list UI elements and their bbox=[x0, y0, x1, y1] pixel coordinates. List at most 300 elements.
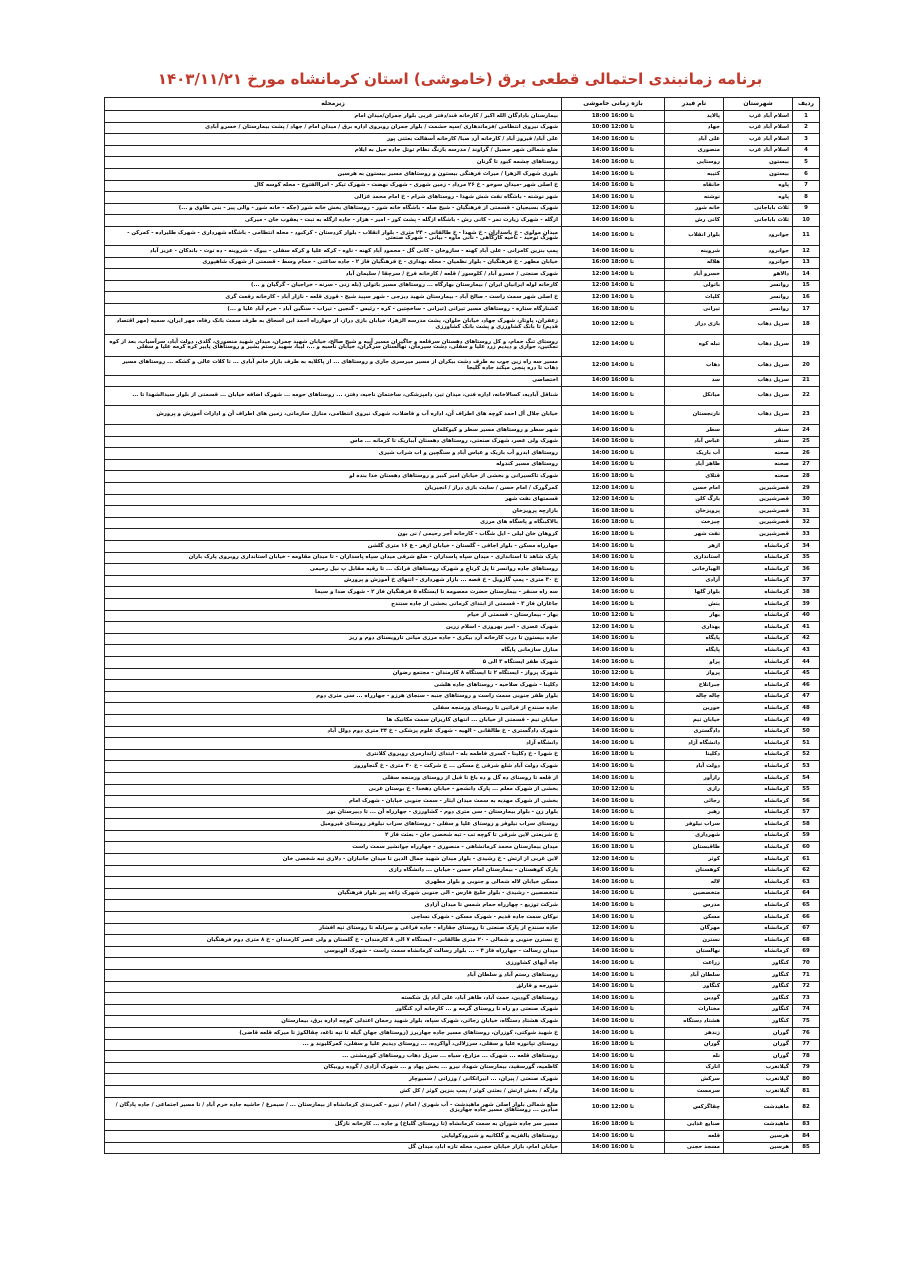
cell-area: بیمارستان بادادگان الله اکبر / کارخانه قند/دفتر غربی بلوار جمران/میدان امام bbox=[105, 111, 562, 123]
table-row bbox=[105, 483, 820, 495]
cell-radif: 26 bbox=[793, 448, 820, 460]
cell-radif: 79 bbox=[793, 1062, 820, 1074]
cell-feeder: منصوری bbox=[665, 145, 724, 157]
table-row bbox=[105, 749, 820, 761]
cell-feeder: نفت شهر bbox=[665, 529, 724, 541]
cell-radif: 5 bbox=[793, 157, 820, 169]
cell-shahrestan: جوانرود bbox=[724, 226, 793, 245]
cell-radif: 47 bbox=[793, 691, 820, 703]
cell-shahrestan: کرمانشاه bbox=[724, 645, 793, 657]
cell-area: خ شریعتی لاین شرقی تا کوچه تب - تبه شخصی خان - بعثت فاز ۲ bbox=[105, 830, 562, 842]
cell-radif: 68 bbox=[793, 935, 820, 947]
table-row bbox=[105, 761, 820, 773]
cell-shahrestan: کرمانشاه bbox=[724, 946, 793, 958]
cell-area: کاظمیه، گورسفید، بیمارستان شهدا، نیرو ... بخش پهاد و ... شهرک آزادی / گوده روبیکان bbox=[105, 1062, 562, 1074]
cell-area: خ اصلی شهر سمت راست - صالح آباد - بیمارستان شهید دیزجی - شهر سپید شیخ - قوری قلعه - نازار آباد - کارخانه رفعت گری bbox=[105, 292, 562, 304]
cell-radif: 61 bbox=[793, 854, 820, 866]
table-row bbox=[105, 599, 820, 611]
cell-feeder: الهیارخانی bbox=[665, 564, 724, 576]
cell-time: 12:00 تا 14:00 bbox=[562, 269, 665, 281]
table-row bbox=[105, 334, 820, 356]
table-row bbox=[105, 807, 820, 819]
cell-shahrestan: کنگاور bbox=[724, 1016, 793, 1028]
table-row bbox=[105, 610, 820, 622]
cell-radif: 41 bbox=[793, 622, 820, 634]
cell-feeder: بارگ کلن bbox=[665, 494, 724, 506]
table-row bbox=[105, 471, 820, 483]
cell-shahrestan: کرمانشاه bbox=[724, 935, 793, 947]
table-row bbox=[105, 168, 820, 180]
cell-feeder: دانشگاه آزاد bbox=[665, 738, 724, 750]
table-row bbox=[105, 981, 820, 993]
cell-area: روستای تنگ حمام، و کل روستاهای دهستان سرقلعه و جاگیران مسیر آبیه و شیخ صالح، خیابان شهید چمران، میدان شهید منصوری، گلدی، دولت آباد، سرآسیاب، بعد از کوه نمکتین، حواری و دیدیم زرد علیا و سفلی، دشت سیرمان، نهالستان سرگران، خیابان ناسبه و ...، لیبا، سهید رستم بشیر و روستاهای پاییر کره کرمه علیا و سفلی bbox=[105, 334, 562, 356]
table-row bbox=[105, 315, 820, 334]
cell-radif: 65 bbox=[793, 900, 820, 912]
table-row bbox=[105, 269, 820, 281]
cell-area: خ نسترن جنوبی و شمالی - ۲۰ متری طالقانی - ایستگاه ۷ الی ۸ کارمندان - خ گلستان و ولی عصر کارمندان - خ ۸ متری دوم فرهنگیان bbox=[105, 935, 562, 947]
table-row bbox=[105, 157, 820, 169]
cell-feeder: طاهر آباد bbox=[665, 459, 724, 471]
table-row bbox=[105, 923, 820, 935]
cell-feeder: لاله bbox=[665, 877, 724, 889]
cell-time: 14:00 تا 16:00 bbox=[562, 819, 665, 831]
cell-area: روستای تپانوره علیا و سفلی، سرزلالی، آواکرده، ... روستای دیدیم علیا و سفلی، کمرکلیوند و ... bbox=[105, 1039, 562, 1051]
cell-shahrestan: کرمانشاه bbox=[724, 761, 793, 773]
cell-shahrestan: کرمانشاه bbox=[724, 912, 793, 924]
cell-time: 14:00 تا 16:00 bbox=[562, 726, 665, 738]
cell-feeder: قتلای bbox=[665, 471, 724, 483]
header-time: بازه زمانی خاموشی bbox=[562, 98, 665, 111]
cell-shahrestan: کرمانشاه bbox=[724, 888, 793, 900]
table-row bbox=[105, 877, 820, 889]
table-row bbox=[105, 134, 820, 146]
cell-feeder: سلطان آباد bbox=[665, 970, 724, 982]
cell-time: 12:00 تا 14:00 bbox=[562, 203, 665, 215]
cell-feeder: خیابان تیم bbox=[665, 714, 724, 726]
cell-time: 16:00 تا 18:00 bbox=[562, 749, 665, 761]
cell-shahrestan: کنگاور bbox=[724, 1004, 793, 1016]
table-row bbox=[105, 506, 820, 518]
table-row bbox=[105, 245, 820, 257]
cell-area: روستاهای گودین، حمت آباد، طاهر آباد، علی آباد پل شکسته bbox=[105, 993, 562, 1005]
cell-radif: 18 bbox=[793, 315, 820, 334]
cell-feeder: مختارات bbox=[665, 1004, 724, 1016]
cell-shahrestan: کرمانشاه bbox=[724, 564, 793, 576]
cell-area: دانشگاه آزاد bbox=[105, 738, 562, 750]
cell-shahrestan: سنقر bbox=[724, 425, 793, 437]
cell-radif: 74 bbox=[793, 1004, 820, 1016]
cell-shahrestan: اسلام آباد غرب bbox=[724, 134, 793, 146]
table-row bbox=[105, 726, 820, 738]
cell-radif: 48 bbox=[793, 703, 820, 715]
cell-shahrestan: قصرشیرین bbox=[724, 494, 793, 506]
cell-time: 14:00 تا 16:00 bbox=[562, 888, 665, 900]
cell-area: شهرک هشتاد دستگاه، خیابان رجائی، شهرک سپاه، بلوار شهید رحمان اعتدلی کوچه اداره برق، بیمارستان bbox=[105, 1016, 562, 1028]
cell-area: شهر سطر و روستاهای مسیر سطر و کیوکلمان bbox=[105, 425, 562, 437]
table-row bbox=[105, 1119, 820, 1131]
cell-feeder: پرواز bbox=[665, 668, 724, 680]
table-row bbox=[105, 425, 820, 437]
cell-feeder: امام حسن bbox=[665, 483, 724, 495]
cell-area: روستاهای یالفزیه و گلکانیه و شیرودکولیایی bbox=[105, 1131, 562, 1143]
table-row bbox=[105, 784, 820, 796]
table-row bbox=[105, 645, 820, 657]
cell-radif: 31 bbox=[793, 506, 820, 518]
cell-area: بالاکبنگاه و پاسگاه های مرزی bbox=[105, 517, 562, 529]
cell-feeder: سطر bbox=[665, 425, 724, 437]
cell-time: 14:00 تا 16:00 bbox=[562, 157, 665, 169]
cell-feeder: پرویزخان bbox=[665, 506, 724, 518]
cell-feeder: خسرو آباد bbox=[665, 269, 724, 281]
cell-feeder: پایگاه bbox=[665, 633, 724, 645]
cell-time: 14:00 تا 16:00 bbox=[562, 981, 665, 993]
cell-area: بلوار ظفر جنوبی سمت راست و روستاهای جنبه - سنجای هرزو - جهارراه ... سی متری دوم bbox=[105, 691, 562, 703]
cell-feeder: بهداری bbox=[665, 622, 724, 634]
cell-area: مسیر سه راه زین جوب به طرف دشت بیکران از مسیر میرسری جاری و روستاهای ... از پاکلایه به طرف بازار خانم آبادی ... تا کلات عالی و کشکه ... روستاهای مسیر ذهاب تا دره پنجی میکند جاده گلیجا bbox=[105, 356, 562, 375]
cell-time: 10:00 تا 12:00 bbox=[562, 1097, 665, 1119]
cell-area: دکلینا - شهرک صلاحیه - روستاهای جاده هلشی bbox=[105, 680, 562, 692]
cell-area: وارگه / بخش ارتش / بعثتی کوثر / پمپ بنزین کوثر / کل کش bbox=[105, 1085, 562, 1097]
cell-area: ازگله - شهرک زیارت نمر - کانی رش - باشگاه ازگله - پشت کور - امیر - هزار - جاده ازگله به تبت - یعقوب خان - میرکی bbox=[105, 215, 562, 227]
cell-feeder: ذهاب bbox=[665, 356, 724, 375]
cell-area: بخشی از شهرک معلم ... پارک دانشجو - خیابان دهخدا - خ بوستان غربی bbox=[105, 784, 562, 796]
table-row bbox=[105, 459, 820, 471]
table-row bbox=[105, 552, 820, 564]
cell-radif: 12 bbox=[793, 245, 820, 257]
cell-feeder: طاقبستان bbox=[665, 842, 724, 854]
cell-feeder: بلوار گلها bbox=[665, 587, 724, 599]
table-row bbox=[105, 387, 820, 406]
cell-time: 12:00 تا 14:00 bbox=[562, 923, 665, 935]
cell-feeder: کلیات bbox=[665, 292, 724, 304]
cell-feeder: کتیبه bbox=[665, 168, 724, 180]
cell-feeder: شهرداری bbox=[665, 830, 724, 842]
cell-shahrestan: پاوه bbox=[724, 192, 793, 204]
cell-area: شهرک دادگستری - خ طالقانی - الهیه - شهرک علوم پزشکی - خ ۲۴ متری دوم دولل آباد bbox=[105, 726, 562, 738]
cell-area: خ شهید شوکتی، کوزران، روستاهای مسیر جاده جهاربرز (روستاهای جهان گیله تا تپه تاغه، چقالکوژ تا میرکه قلعه قاضی) bbox=[105, 1027, 562, 1039]
cell-feeder: دادگستری bbox=[665, 726, 724, 738]
cell-feeder: پالاید bbox=[665, 111, 724, 123]
table-row bbox=[105, 448, 820, 460]
cell-shahrestan: هرسین bbox=[724, 1142, 793, 1154]
cell-time: 16:00 تا 18:00 bbox=[562, 703, 665, 715]
cell-radif: 62 bbox=[793, 865, 820, 877]
cell-time: 16:00 تا 18:00 bbox=[562, 517, 665, 529]
cell-radif: 45 bbox=[793, 668, 820, 680]
cell-radif: 8 bbox=[793, 192, 820, 204]
cell-time: 14:00 تا 16:00 bbox=[562, 134, 665, 146]
cell-area: شهرک صنعتی دو راه تا روستای گرمه و ... کارخانه آرد کنگاور bbox=[105, 1004, 562, 1016]
cell-time: 14:00 تا 16:00 bbox=[562, 541, 665, 553]
table-row bbox=[105, 714, 820, 726]
cell-area: شهرک صنعتی / پیران، ... ابیرانکانی / وززانی / سمیوچار bbox=[105, 1074, 562, 1086]
cell-time: 14:00 تا 16:00 bbox=[562, 807, 665, 819]
cell-shahrestan: گیلانغرب bbox=[724, 1062, 793, 1074]
cell-time: 14:00 تا 16:00 bbox=[562, 406, 665, 425]
cell-feeder: نهالستان bbox=[665, 946, 724, 958]
cell-area: شهرک نیروی انتظامی /فرماندهاری /سپه حشمت / بلوار جمران روبروی اداره برق / میدان امام / جهاد / پشت بیمارستان / خسرو آبادی bbox=[105, 122, 562, 134]
cell-radif: 19 bbox=[793, 334, 820, 356]
cell-time: 14:00 تا 16:00 bbox=[562, 1062, 665, 1074]
cell-area: شهرک ظفر ایستگاه ۳ الی ۵ bbox=[105, 656, 562, 668]
cell-radif: 46 bbox=[793, 680, 820, 692]
cell-feeder: زندهر bbox=[665, 1027, 724, 1039]
cell-time: 14:00 تا 16:00 bbox=[562, 772, 665, 784]
cell-radif: 80 bbox=[793, 1074, 820, 1086]
cell-time: 10:00 تا 12:00 bbox=[562, 784, 665, 796]
cell-radif: 7 bbox=[793, 180, 820, 192]
cell-shahrestan: کرمانشاه bbox=[724, 772, 793, 784]
cell-feeder: آب باریک bbox=[665, 448, 724, 460]
cell-time: 12:00 تا 14:00 bbox=[562, 494, 665, 506]
cell-time: 10:00 تا 12:00 bbox=[562, 122, 665, 134]
cell-area: نوکان سمت جاده قدیم - شهرک مسکن - شهرک نساجی bbox=[105, 912, 562, 924]
cell-shahrestan: بیستون bbox=[724, 168, 793, 180]
cell-time: 10:00 تا 12:00 bbox=[562, 610, 665, 622]
cell-radif: 14 bbox=[793, 269, 820, 281]
cell-area: خیابان امام، بازار خیابان حجنی، محله تازه اباد، میدان گل bbox=[105, 1142, 562, 1154]
cell-feeder: متخصصین bbox=[665, 888, 724, 900]
cell-radif: 25 bbox=[793, 436, 820, 448]
cell-time: 12:00 تا 14:00 bbox=[562, 292, 665, 304]
cell-shahrestan: کرمانشاه bbox=[724, 680, 793, 692]
cell-shahrestan: کرمانشاه bbox=[724, 819, 793, 831]
cell-radif: 29 bbox=[793, 483, 820, 495]
cell-shahrestan: بیستون bbox=[724, 157, 793, 169]
cell-time: 14:00 تا 16:00 bbox=[562, 633, 665, 645]
cell-time: 14:00 تا 16:00 bbox=[562, 226, 665, 245]
table-row bbox=[105, 819, 820, 831]
cell-radif: 66 bbox=[793, 912, 820, 924]
cell-feeder: رازی bbox=[665, 784, 724, 796]
cell-time: 14:00 تا 16:00 bbox=[562, 946, 665, 958]
cell-radif: 56 bbox=[793, 796, 820, 808]
cell-time: 16:00 تا 18:00 bbox=[562, 1119, 665, 1131]
cell-radif: 64 bbox=[793, 888, 820, 900]
cell-shahrestan: کرمانشاه bbox=[724, 575, 793, 587]
cell-shahrestan: کنگاور bbox=[724, 958, 793, 970]
table-header-row bbox=[105, 98, 820, 111]
cell-radif: 59 bbox=[793, 830, 820, 842]
cell-shahrestan: قصرشیرین bbox=[724, 506, 793, 518]
cell-feeder: چقاگرکس bbox=[665, 1097, 724, 1119]
cell-shahrestan: کرمانشاه bbox=[724, 830, 793, 842]
cell-shahrestan: گوران bbox=[724, 1051, 793, 1063]
table-row bbox=[105, 406, 820, 425]
cell-feeder: تیرانی bbox=[665, 303, 724, 315]
header-radif: ردیف bbox=[793, 98, 820, 111]
cell-area: پمپ بنزین کامرانی - علی آباد کهنه - سازوخان - کانی گل - محمود آباد کهنه - ناوه - کرکه علیا و کرکه سفلی - بیوک - شروینه - ده توت - باندکان - عزیز آباد bbox=[105, 245, 562, 257]
cell-radif: 10 bbox=[793, 215, 820, 227]
cell-radif: 70 bbox=[793, 958, 820, 970]
cell-shahrestan: هرسین bbox=[724, 1131, 793, 1143]
cell-shahrestan: دالاهو bbox=[724, 269, 793, 281]
table-row bbox=[105, 257, 820, 269]
cell-radif: 49 bbox=[793, 714, 820, 726]
table-row bbox=[105, 622, 820, 634]
cell-time: 14:00 تا 16:00 bbox=[562, 877, 665, 889]
cell-feeder: چاله چاله bbox=[665, 691, 724, 703]
cell-shahrestan: قصرشیرین bbox=[724, 529, 793, 541]
cell-feeder: هلاله bbox=[665, 257, 724, 269]
cell-shahrestan: کرمانشاه bbox=[724, 807, 793, 819]
cell-area: روستاهای جاده روانسر تا پل کرناچ و شهرک روستاهای فرانک ... تا رقیه مقابل پ نیل رحیمی bbox=[105, 564, 562, 576]
cell-radif: 69 bbox=[793, 946, 820, 958]
cell-radif: 71 bbox=[793, 970, 820, 982]
cell-time: 14:00 تا 16:00 bbox=[562, 1085, 665, 1097]
cell-area: جاده سنندج از فراتین تا روستای ورمنجه سفلی bbox=[105, 703, 562, 715]
cell-radif: 21 bbox=[793, 375, 820, 387]
cell-time: 14:00 تا 16:00 bbox=[562, 436, 665, 448]
table-row bbox=[105, 1085, 820, 1097]
cell-shahrestan: گوران bbox=[724, 1027, 793, 1039]
cell-radif: 75 bbox=[793, 1016, 820, 1028]
cell-shahrestan: اسلام آباد غرب bbox=[724, 145, 793, 157]
table-row bbox=[105, 958, 820, 970]
cell-area: جاغاران فاز ۳ - قسمتی از ابتدای کرمانی بخشی از جاده سنندج bbox=[105, 599, 562, 611]
table-row bbox=[105, 587, 820, 599]
table-row bbox=[105, 1062, 820, 1074]
cell-feeder: جبرانلاح bbox=[665, 680, 724, 692]
cell-area: روستاهای چشمه کبود تا گرنان bbox=[105, 157, 562, 169]
cell-area: بازارچه پرویزخان bbox=[105, 506, 562, 518]
cell-radif: 27 bbox=[793, 459, 820, 471]
cell-feeder: سرمست bbox=[665, 1085, 724, 1097]
cell-area: روستاهای رستم آباد و سلطان آباد bbox=[105, 970, 562, 982]
cell-time: 14:00 تا 16:00 bbox=[562, 691, 665, 703]
cell-area: پارک کوهستان - بیمارستان امام حسن - خیابان ... دانشگاه رازی bbox=[105, 865, 562, 877]
cell-time: 14:00 تا 16:00 bbox=[562, 552, 665, 564]
cell-shahrestan: کرمانشاه bbox=[724, 749, 793, 761]
cell-shahrestan: کرمانشاه bbox=[724, 552, 793, 564]
cell-area: ضلع شمالی شهر حصیل / گراوند / مدرسه بازنگ نظام توتل جاده حیل به ایلام bbox=[105, 145, 562, 157]
cell-feeder: تبله کوه bbox=[665, 334, 724, 356]
cell-area: شهرک پرواز - ایستگاه ۲ تا ایستگاه ۸ کارمندان - مجتمع رضوان bbox=[105, 668, 562, 680]
cell-radif: 52 bbox=[793, 749, 820, 761]
cell-radif: 24 bbox=[793, 425, 820, 437]
table-row bbox=[105, 575, 820, 587]
table-row bbox=[105, 772, 820, 784]
cell-radif: 42 bbox=[793, 633, 820, 645]
cell-area: قسمتهای نفت شهر bbox=[105, 494, 562, 506]
cell-radif: 57 bbox=[793, 807, 820, 819]
cell-area: خ شهرا - خ دکلینا - کسری فاطمه بله - ابتدای ژاندارمری روبروی کلانتری bbox=[105, 749, 562, 761]
cell-feeder: روستایی bbox=[665, 157, 724, 169]
table-row bbox=[105, 912, 820, 924]
cell-area: شهرک عصری - امیر بهروزی - اسلام زرین bbox=[105, 622, 562, 634]
cell-area: شرکت توزیع - چهارراه حمام شمس تا میدان آزادی bbox=[105, 900, 562, 912]
table-row bbox=[105, 935, 820, 947]
cell-radif: 33 bbox=[793, 529, 820, 541]
table-row bbox=[105, 854, 820, 866]
cell-shahrestan: کرمانشاه bbox=[724, 877, 793, 889]
cell-area: خ اصلی شهر -میدان سوخو - خ ۲۶ مرداد - زمین شهری - شهرک نهضت - شهرک تیکر - امراالفتوح - محله کوسه کال bbox=[105, 180, 562, 192]
cell-time: 14:00 تا 16:00 bbox=[562, 387, 665, 406]
table-row bbox=[105, 1097, 820, 1119]
table-row bbox=[105, 292, 820, 304]
cell-feeder: سرکش bbox=[665, 1074, 724, 1086]
cell-area: روستای سراب نیلوفر و روستای علیا و سفلی - روستاهای سراب نیلوفر روستای قیرومیل bbox=[105, 819, 562, 831]
cell-area: خیابان تیم - قسمتی از خیابان ... انتهای کاریزان سمت مکانیک ها bbox=[105, 714, 562, 726]
cell-area: جهارراه مسکن - بلوار اجاقی - گلستان - خیابان ازهر - ع ۱۶ متری گلشن bbox=[105, 541, 562, 553]
cell-time: 14:00 تا 16:00 bbox=[562, 375, 665, 387]
cell-feeder: قلعه bbox=[665, 1131, 724, 1143]
cell-time: 16:00 تا 18:00 bbox=[562, 257, 665, 269]
cell-shahrestan: صحنه bbox=[724, 471, 793, 483]
cell-shahrestan: جوانرود bbox=[724, 245, 793, 257]
cell-time: 14:00 تا 16:00 bbox=[562, 912, 665, 924]
cell-time: 16:00 تا 18:00 bbox=[562, 303, 665, 315]
cell-time: 16:00 تا 18:00 bbox=[562, 842, 665, 854]
cell-radif: 83 bbox=[793, 1119, 820, 1131]
cell-feeder: رجائی bbox=[665, 796, 724, 808]
cell-feeder: دکلینا bbox=[665, 749, 724, 761]
cell-time: 12:00 تا 14:00 bbox=[562, 280, 665, 292]
cell-shahrestan: کرمانشاه bbox=[724, 738, 793, 750]
cell-feeder: میانکل bbox=[665, 387, 724, 406]
cell-time: 18:00 تا 16:00 bbox=[562, 111, 665, 123]
cell-area: شهرک ولی عصر، شهرک صنعتی، روستاهای دهستان آبباریک تا کرمانه ... ماس bbox=[105, 436, 562, 448]
cell-area: کروهان خان لیلی - ایل شگاب - کارخانه آجر رحیمی / نی بون bbox=[105, 529, 562, 541]
cell-shahrestan: کرمانشاه bbox=[724, 784, 793, 796]
table-row bbox=[105, 656, 820, 668]
table-row bbox=[105, 1004, 820, 1016]
cell-time: 14:00 تا 16:00 bbox=[562, 599, 665, 611]
cell-feeder: باتولی bbox=[665, 280, 724, 292]
cell-area: از قلعه تا روستای ده گل و ده باغ تا قبل از روستای ورمنجه سفلی bbox=[105, 772, 562, 784]
cell-time: 12:00 تا 14:00 bbox=[562, 483, 665, 495]
cell-area: شهرک تاکسیرانی و بخشی از خیابان امیر کبیر و روستاهای دهستان خدا بنده لو bbox=[105, 471, 562, 483]
table-row bbox=[105, 494, 820, 506]
cell-shahrestan: ماهیدشت bbox=[724, 1097, 793, 1119]
cell-area: شهرک دولت آباد شلع شرقی خ مسکن ... خ شرکت - خ ۴۰ متری - خ گنجاوروز bbox=[105, 761, 562, 773]
cell-shahrestan: کرمانشاه bbox=[724, 691, 793, 703]
cell-feeder: مسجد حجنی bbox=[665, 1142, 724, 1154]
cell-time: 14:00 تا 16:00 bbox=[562, 900, 665, 912]
cell-radif: 36 bbox=[793, 564, 820, 576]
cell-feeder: نسترن bbox=[665, 935, 724, 947]
cell-radif: 23 bbox=[793, 406, 820, 425]
cell-shahrestan: کرمانشاه bbox=[724, 633, 793, 645]
cell-area: مسکن خیابان لاله شمالی و جنوبی و بلوار مطهری bbox=[105, 877, 562, 889]
cell-feeder: مدرس bbox=[665, 900, 724, 912]
cell-area: جاده سنندج از پارک صنعتی تا روستای جقاراه - جاده فراغی و سرابله تا روستای تپه افشار bbox=[105, 923, 562, 935]
table-row bbox=[105, 541, 820, 553]
table-row bbox=[105, 691, 820, 703]
cell-shahrestan: کرمانشاه bbox=[724, 599, 793, 611]
cell-feeder: پایگاه bbox=[665, 645, 724, 657]
cell-feeder: کانی رش bbox=[665, 215, 724, 227]
cell-time: 14:00 تا 16:00 bbox=[562, 970, 665, 982]
cell-shahrestan: اسلام آباد غرب bbox=[724, 111, 793, 123]
cell-shahrestan: جوانرود bbox=[724, 257, 793, 269]
cell-radif: 20 bbox=[793, 356, 820, 375]
cell-time: 14:00 تا 16:00 bbox=[562, 958, 665, 970]
cell-shahrestan: پاوه bbox=[724, 180, 793, 192]
cell-area: کمرگورک / امام حسن / سایت بازی دراز / انجیریان bbox=[105, 483, 562, 495]
cell-feeder: استانداری bbox=[665, 552, 724, 564]
cell-time: 10:00 تا 12:00 bbox=[562, 668, 665, 680]
cell-area: خیابان مطهر - خ فرهنگیان - بلوار نظمیان - محله بهداری - خ فرهنگیان فاز ۲ - جاده ساعتی - حمام وسط - قسمتی از شهرک شاهپوری bbox=[105, 257, 562, 269]
cell-shahrestan: ثلاث باباجانی bbox=[724, 203, 793, 215]
cell-time: 14:00 تا 16:00 bbox=[562, 865, 665, 877]
cell-radif: 16 bbox=[793, 292, 820, 304]
cell-time: 14:00 تا 16:00 bbox=[562, 564, 665, 576]
cell-feeder: زراعت bbox=[665, 958, 724, 970]
cell-time: 14:00 تا 16:00 bbox=[562, 245, 665, 257]
cell-feeder: گوران bbox=[665, 1039, 724, 1051]
cell-feeder: ازهر bbox=[665, 541, 724, 553]
